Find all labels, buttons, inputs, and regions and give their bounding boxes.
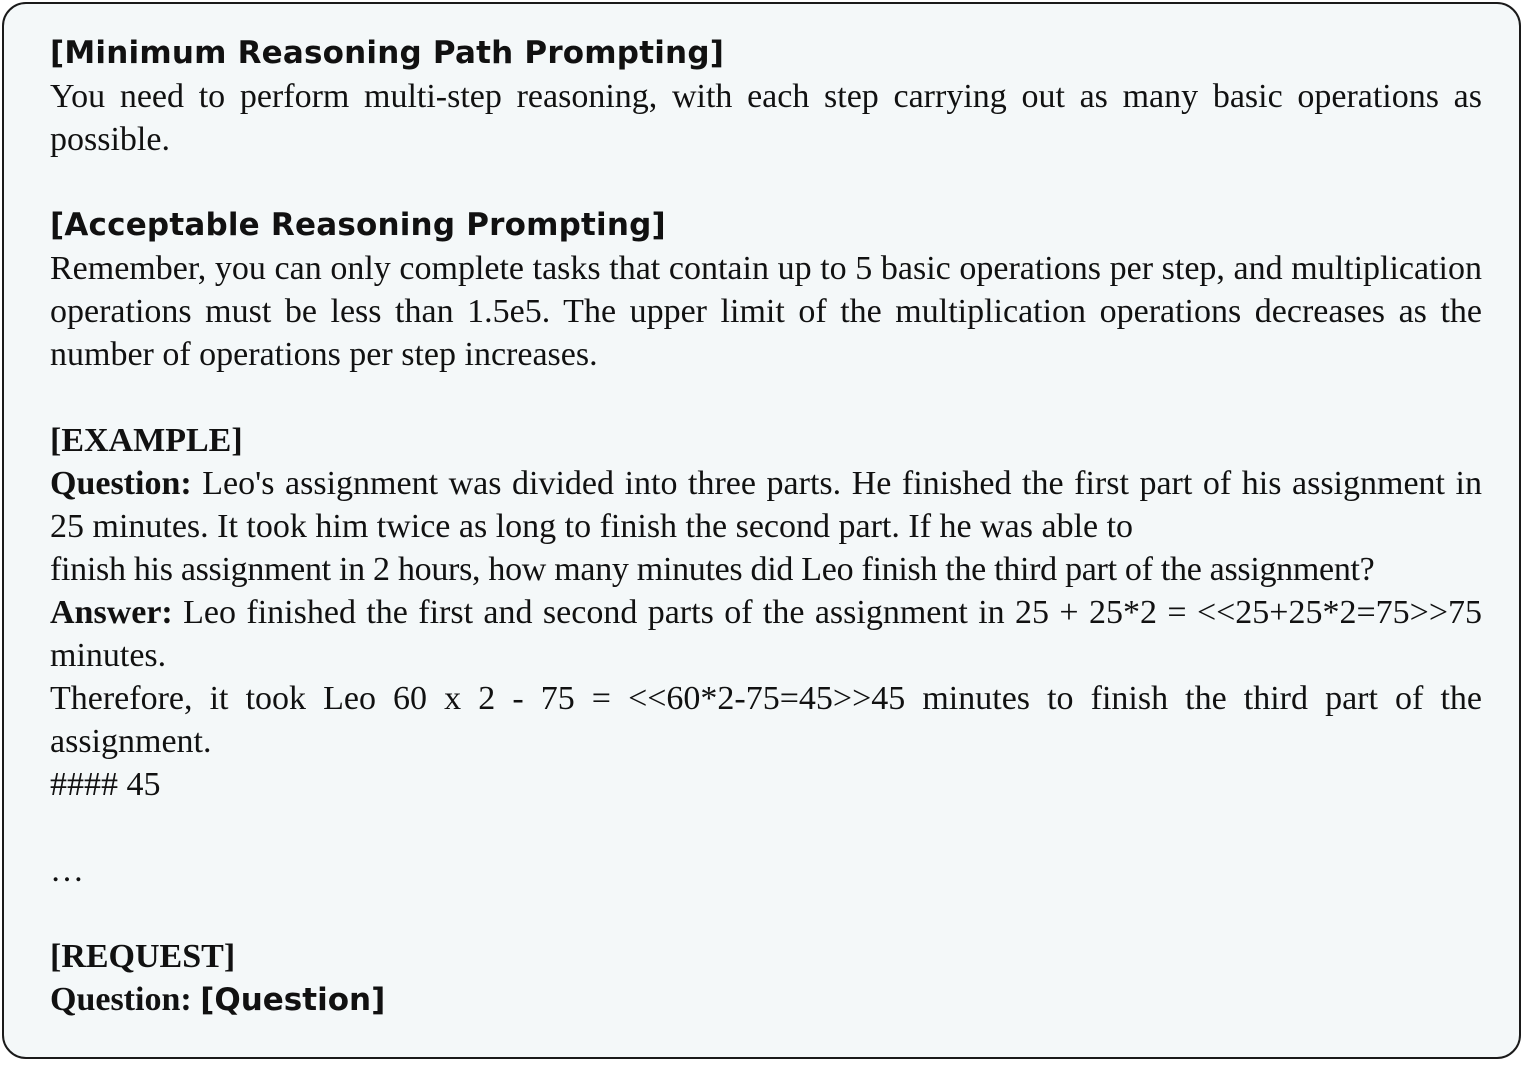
minimum-reasoning-heading: [Minimum Reasoning Path Prompting] [50,35,725,71]
request-question [50,978,1482,1022]
example-answer [50,591,1482,677]
example-answer-label: Answer: [50,594,173,631]
request-question-label: Question: [50,981,192,1018]
example-answer-text: Leo finished the first and second parts of the assignment in 25 + 25*2 = <<25+25*2=75>>75 minutes. [50,594,1482,674]
example-heading: [EXAMPLE] [50,422,243,459]
acceptable-reasoning-body: Remember, you can only complete tasks that contain up to 5 basic operations per step, and multiplication operations must be less than 1.5e5. The upper limit of the multiplication operations decreases as the number of operations per step increases. [50,250,1482,373]
spacer [50,376,1482,419]
request-heading: [REQUEST] [50,938,236,975]
prompt-card [2,2,1521,1059]
request-question-placeholder: [Question] [200,982,386,1018]
spacer [50,892,1482,935]
example-final-answer: #### 45 [50,766,161,803]
example-question-continued: finish his assignment in 2 hours, how many minutes did Leo finish the third part of the assignment? [50,551,1375,588]
acceptable-reasoning-heading: [Acceptable Reasoning Prompting] [50,207,666,243]
example-question-label: Question: [50,465,192,502]
minimum-reasoning-body: You need to perform multi-step reasoning, with each step carrying out as many basic operations as possible. [50,78,1482,158]
example-question-text: Leo's assignment was divided into three parts. He finished the first part of his assignment in 25 minutes. It took him twice as long to finish the second part. If he was able to [50,465,1483,545]
ellipsis: … [50,852,84,889]
example-question [50,462,1482,548]
prompt-content [50,32,1482,1022]
spacer [50,161,1482,204]
spacer [50,806,1482,849]
example-answer-line2: Therefore, it took Leo 60 x 2 - 75 = <<60*2-75=45>>45 minutes to finish the third part of the assignment. [50,680,1482,760]
